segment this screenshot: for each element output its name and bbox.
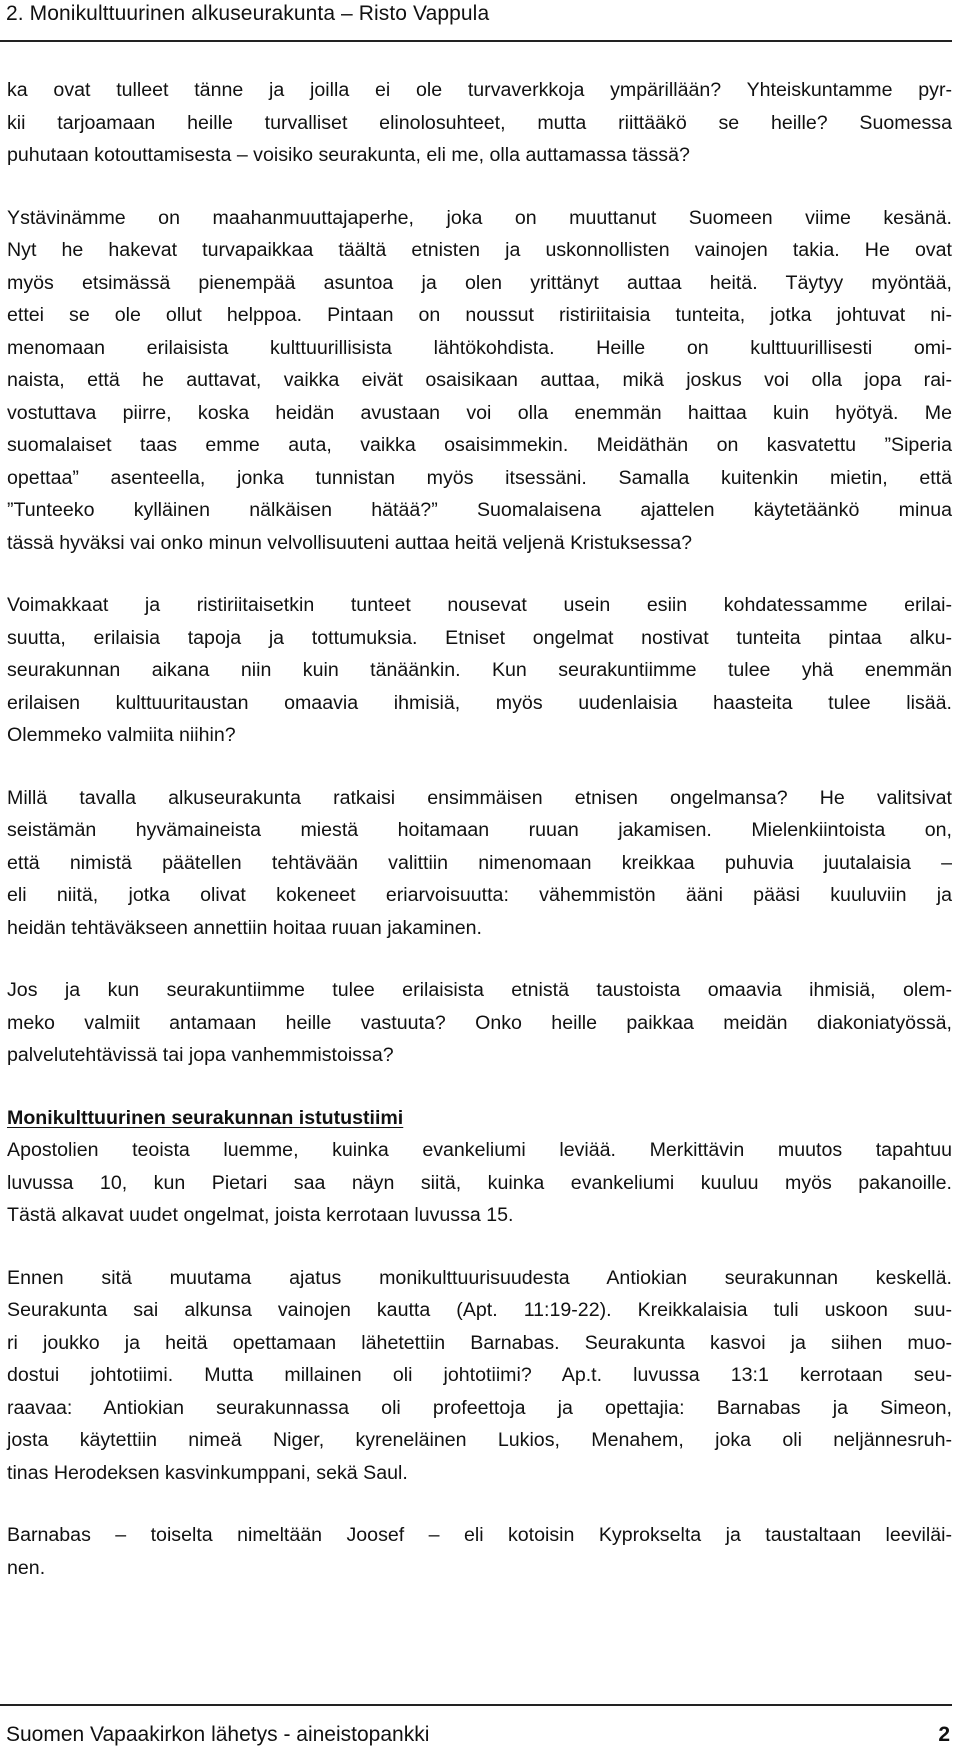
- paragraph: [7, 1519, 952, 1584]
- text-line: naista, että he auttavat, vaikka eivät osaisikaan auttaa, mikä joskus voi olla jopa rai-: [7, 369, 952, 391]
- text-line: puhutaan kotouttamisesta – voisiko seurakunta, eli me, olla auttamassa tässä?: [7, 144, 690, 166]
- paragraph: [7, 782, 952, 945]
- text-line: Barnabas – toiselta nimeltään Joosef – eli kotoisin Kyprokselta ja taustaltaan leeviläi-: [7, 1524, 952, 1546]
- text-line: luvussa 10, kun Pietari saa näyn siitä, kuinka evankeliumi kuuluu myös pakanoille.: [7, 1171, 952, 1194]
- text-line: menomaan erilaisista kulttuurillisista lähtökohdista. Heille on kulttuurillisesti omi-: [7, 336, 952, 359]
- text-line: suutta, erilaisia tapoja ja tottumuksia. Etniset ongelmat nostivat tunteita pintaa alku-: [7, 626, 952, 649]
- text-line: seistämän hyvämaineista miestä hoitamaan ruuan jakamisen. Mielenkiintoista on,: [7, 819, 952, 841]
- text-line: Apostolien teoista luemme, kuinka evankeliumi leviää. Merkittävin muutos tapahtuu: [7, 1139, 952, 1161]
- text-line: Seurakunta sai alkunsa vainojen kautta (Apt. 11:19-22). Kreikkalaisia tuli uskoon suu-: [7, 1299, 952, 1321]
- text-line: eli niitä, jotka olivat kokeneet eriarvoisuutta: vähemmistön ääni pääsi kuuluviin ja: [7, 884, 952, 906]
- text-line: opettaa” asenteella, jonka tunnistan myös itsessäni. Samalla kuitenkin mietin, että: [7, 466, 952, 489]
- text-line: ”Tunteeko kylläinen nälkäisen hätää?” Suomalaisena ajattelen käytetäänkö minua: [7, 499, 952, 521]
- paragraph: [7, 589, 952, 752]
- header-title: 2. Monikulttuurinen alkuseurakunta – Risto Vappula: [6, 2, 490, 25]
- text-line: palvelutehtävissä tai jopa vanhemmistoissa?: [7, 1044, 394, 1066]
- text-line: Nyt he hakevat turvapaikkaa täältä etnisten ja uskonnollisten vainojen takia. He ovat: [7, 239, 952, 261]
- text-line: seurakunnan aikana niin kuin tänäänkin. Kun seurakuntiimme tulee yhä enemmän: [7, 659, 952, 681]
- text-line: erilaisen kulttuuritaustan omaavia ihmisiä, myös uudenlaisia haasteita tulee lisää.: [7, 691, 952, 714]
- text-line: josta käytettiin nimeä Niger, kyreneläinen Lukios, Menahem, joka oli neljännesruh-: [7, 1429, 952, 1451]
- page-header: [0, 0, 952, 42]
- text-line: ettei se ole ollut helppoa. Pintaan on noussut ristiriitaisia tunteita, jotka johtuvat ni-: [7, 304, 952, 326]
- footer-text: Suomen Vapaakirkon lähetys - aineistopankki: [6, 1723, 430, 1746]
- text-line: meko valmiit antamaan heille vastuuta? Onko heille paikkaa meidän diakoniatyössä,: [7, 1011, 952, 1034]
- text-line: Olemmeko valmiita niihin?: [7, 724, 236, 746]
- text-line: vostuttava piirre, koska heidän avustaan voi olla enemmän haittaa kuin hyötyä. Me: [7, 401, 952, 424]
- paragraph: [7, 74, 952, 172]
- paragraph: [7, 974, 952, 1072]
- document-body: [7, 74, 952, 1614]
- text-line: tässä hyväksi vai onko minun velvollisuuteni auttaa heitä veljenä Kristuksessa?: [7, 531, 693, 554]
- text-line: Jos ja kun seurakuntiimme tulee erilaisista etnistä taustoista omaavia ihmisiä, olem-: [7, 979, 952, 1001]
- page-number: 2: [938, 1723, 950, 1746]
- text-line: ka ovat tulleet tänne ja joilla ei ole turvaverkkoja ympärillään? Yhteiskuntamme pyr-: [7, 79, 952, 101]
- text-line: dostui johtotiimi. Mutta millainen oli johtotiimi? Ap.t. luvussa 13:1 kerrotaan seu-: [7, 1364, 952, 1386]
- page-footer: [0, 1704, 952, 1750]
- paragraph: [7, 202, 952, 560]
- text-line: että nimistä päätellen tehtävään valittiin nimenomaan kreikkaa puhuvia juutalaisia –: [7, 851, 952, 874]
- text-line: myös etsimässä pienempää asuntoa ja olen yrittänyt auttaa heitä. Täytyy myöntää,: [7, 271, 952, 294]
- text-line: heidän tehtäväkseen annettiin hoitaa ruuan jakaminen.: [7, 916, 482, 939]
- paragraph: [7, 1262, 952, 1490]
- text-line: Millä tavalla alkuseurakunta ratkaisi ensimmäisen etnisen ongelmansa? He valitsivat: [7, 786, 952, 809]
- text-line: suomalaiset taas emme auta, vaikka osaisimmekin. Meidäthän on kasvatettu ”Siperia: [7, 434, 952, 456]
- text-line: Voimakkaat ja ristiriitaisetkin tunteet nousevat usein esiin kohdatessamme erilai-: [7, 594, 952, 616]
- section-heading: Monikulttuurinen seurakunnan istutustiimi: [7, 1106, 404, 1129]
- text-line: Ystävinämme on maahanmuuttajaperhe, joka on muuttanut Suomeen viime kesänä.: [7, 206, 952, 229]
- text-line: kii tarjoamaan heille turvalliset elinolosuhteet, mutta riittääkö se heille? Suomessa: [7, 111, 952, 134]
- text-line: raavaa: Antiokian seurakunnassa oli profeettoja ja opettajia: Barnabas ja Simeon,: [7, 1396, 952, 1419]
- paragraph: [7, 1134, 952, 1232]
- text-line: Tästä alkavat uudet ongelmat, joista kerrotaan luvussa 15.: [7, 1204, 514, 1226]
- text-line: nen.: [7, 1556, 46, 1579]
- text-line: Ennen sitä muutama ajatus monikulttuurisuudesta Antiokian seurakunnan keskellä.: [7, 1266, 952, 1289]
- text-line: ri joukko ja heitä opettamaan lähetettiin Barnabas. Seurakunta kasvoi ja siihen muo-: [7, 1331, 952, 1354]
- text-line: tinas Herodeksen kasvinkumppani, sekä Saul.: [7, 1461, 408, 1484]
